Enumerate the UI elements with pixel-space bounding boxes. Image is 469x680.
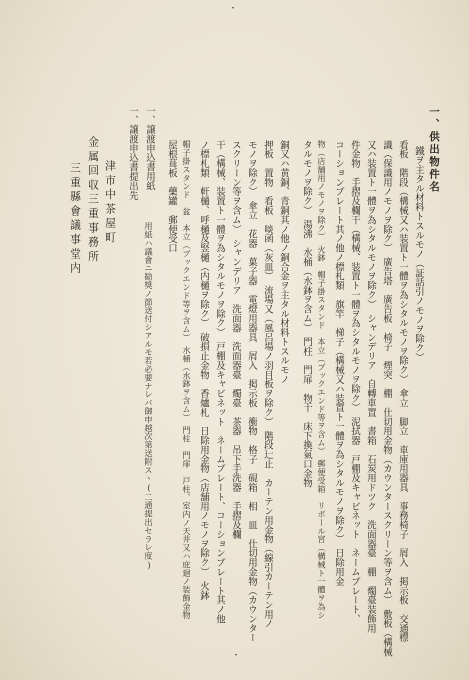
item-line: 識（保識用ノモノヲ除ク） 廣告塔 廣告板 椅子 煙突 棚 仕切用金物（カウンタースクリーン等ヲ含ム） 敷板（構械 bbox=[381, 140, 392, 657]
item-line: 物（店舗用ノモノヲ除ク） 火鉢 帽子掛スタンド 本立（ブックエンド等ヲ含ム） 郵便受箱 リボール宮（構械ト一體ヲ為シ bbox=[317, 140, 327, 619]
item-line: 銅又ハ黄銅、青銅其ノ他ノ銅合金ヲ主タル材料トスルモノ bbox=[278, 140, 289, 385]
item-line: 又ハ装置ト一體ヲ為シタルモノヲ除ク） シャンデリア 自轉車置 書箱 石炭用ドツク 洗面器臺 棚 燭臺装飾用 bbox=[365, 140, 376, 633]
item-line: 屋根葺板 藥罐 郵便受口 bbox=[166, 140, 177, 253]
item-line: 干（構械、装置ト一體ヲ為シタルモノヲ除ク） 戸棚及キャビネット ネームプレート、コーションプレート其ノ他 bbox=[214, 140, 225, 624]
item-line: ノ標札類 軒樋、呼樋及竪樋（内樋ヲ除ク） 破損止金物 香爐札 日除用金物（店舗用ノモノヲ除ク） 火鉢 bbox=[198, 140, 209, 601]
item-line: モノヲ除ク） 傘立 花器 菓子器 電燈用器具 屑入 掲示板 衝物 格子 硯箱 相 皿 仕切用金物（カウンター bbox=[246, 140, 257, 643]
bottom-marker: ・ bbox=[231, 651, 241, 661]
item-line: タルモノヲ除ク） 湯沸 水桶（水鉢ヲ含ム） 門柱 門扉 物干 床下換氣口金物 bbox=[301, 140, 312, 488]
item-line: 押板 置物 看板 啖函（灰皿） 流場又（風呂場ノ羽目板ヲ除ク） 階段辷止 カーテン用金物（線引カーテン用ノ bbox=[262, 140, 273, 629]
item-line: 帽子掛スタンド 盆 本立（ブックエンド等ヲ含ム） 水桶（水鉢ヲ含ム） 門柱 門扉 戸柱、室内ノ天井又ハ庇廻ノ装飾金物 bbox=[182, 140, 192, 619]
submit-line: 一、譲渡申込書提出先 bbox=[127, 106, 138, 200]
section-heading: 一、供出物件名 bbox=[428, 106, 440, 194]
form-line: 一、譲渡申込書用紙 bbox=[144, 106, 155, 191]
submit-office: 金属回収三重事務所 bbox=[87, 136, 100, 265]
form-note: 用紙ハ議會ニ勧獎ノ節送付シアルモ若必要ナレバ御申越次第送附スヽ(二通提出セラレ度) bbox=[144, 222, 154, 570]
item-line: 鐵ヲ主タル材料トスルモノ（証話引ノモノヲ除ク） bbox=[413, 146, 424, 362]
item-line: 看板 階段（構械又ハ装置ト一體ヲ為シタルモノヲ除ク） 傘立 脚立 車庫用器具 事務椅子 屑入 掲示板 交通標 bbox=[397, 140, 408, 643]
item-line: 件金物 手摺及欄干（構械、装置ト一體ヲ為シタルモノヲ除ク） 泥拭器 戸棚及キャビネット ネームプレート、 bbox=[349, 140, 360, 624]
item-line: コーションプレート其ノ他ノ標札類 旗竿 梯子（構械又ハ装置ト一體ヲ為シタルモノヲ除ク） 日除用金 bbox=[333, 140, 344, 587]
page-marker: ・ bbox=[228, 4, 238, 14]
submit-address: 津市中茶屋町 bbox=[104, 160, 117, 246]
submit-location: 三重縣會議事堂内 bbox=[69, 162, 82, 277]
item-line: スクリーン等ヲ含ム） シャンデリア 洗面器 洗面器臺 燭臺 茶器 吊下手洗器 手摺及欄 bbox=[230, 140, 241, 540]
